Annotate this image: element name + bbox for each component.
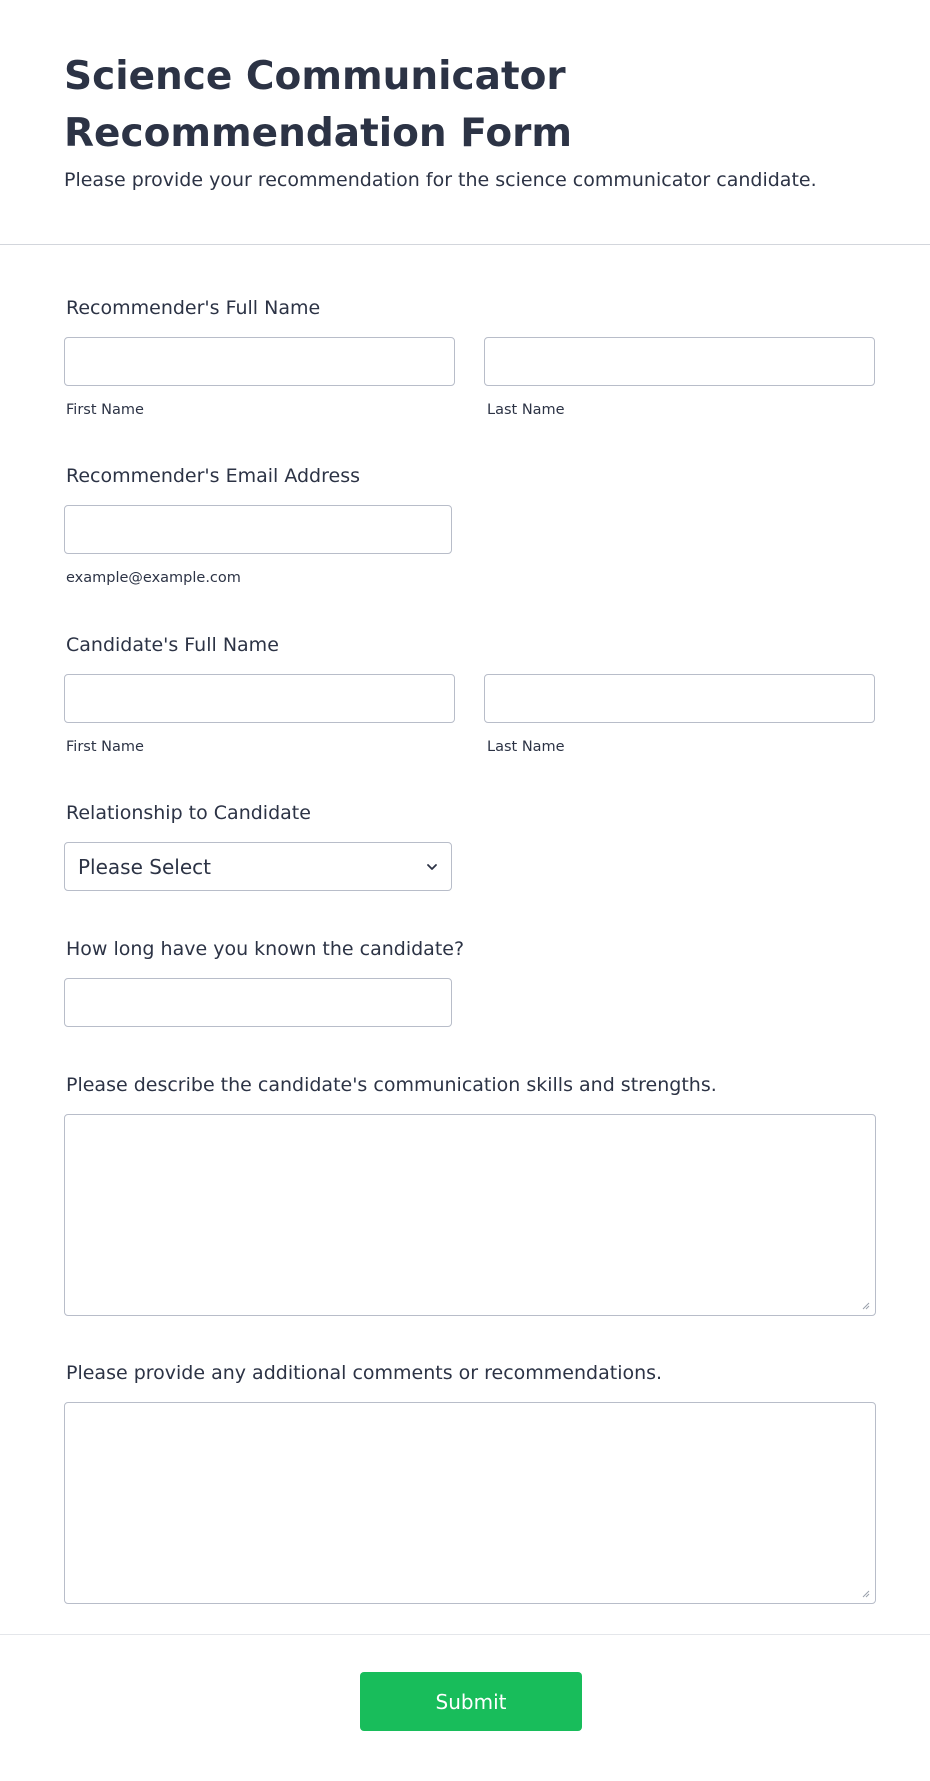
resize-grip-icon[interactable] bbox=[860, 1588, 870, 1598]
communication-skills-label: Please describe the candidate's communication skills and strengths. bbox=[66, 1074, 717, 1096]
communication-skills-textarea[interactable] bbox=[64, 1114, 876, 1316]
submit-button[interactable]: Submit bbox=[360, 1672, 582, 1731]
known-duration-label: How long have you known the candidate? bbox=[66, 938, 465, 960]
relationship-label: Relationship to Candidate bbox=[66, 802, 311, 824]
resize-grip-icon[interactable] bbox=[860, 1300, 870, 1310]
relationship-selected-value: Please Select bbox=[78, 855, 211, 879]
form-header bbox=[0, 0, 930, 245]
candidate-first-name-sublabel: First Name bbox=[66, 739, 144, 755]
recommender-email-sublabel: example@example.com bbox=[66, 570, 241, 586]
chevron-down-icon bbox=[425, 860, 439, 874]
known-duration-input[interactable] bbox=[64, 978, 452, 1027]
recommender-first-name-sublabel: First Name bbox=[66, 402, 144, 418]
form-subtitle: Please provide your recommendation for the science communicator candidate. bbox=[64, 169, 817, 191]
recommender-last-name-input[interactable] bbox=[484, 337, 875, 386]
form-title: Science Communicator Recommendation Form bbox=[64, 54, 572, 156]
recommender-name-label: Recommender's Full Name bbox=[66, 297, 321, 319]
footer-divider bbox=[0, 1634, 930, 1635]
candidate-last-name-input[interactable] bbox=[484, 674, 875, 723]
candidate-first-name-input[interactable] bbox=[64, 674, 455, 723]
additional-comments-textarea[interactable] bbox=[64, 1402, 876, 1604]
recommender-email-input[interactable] bbox=[64, 505, 452, 554]
candidate-last-name-sublabel: Last Name bbox=[487, 739, 565, 755]
relationship-select[interactable] bbox=[64, 842, 452, 891]
recommender-email-label: Recommender's Email Address bbox=[66, 465, 360, 487]
candidate-name-label: Candidate's Full Name bbox=[66, 634, 279, 656]
recommender-last-name-sublabel: Last Name bbox=[487, 402, 565, 418]
recommender-first-name-input[interactable] bbox=[64, 337, 455, 386]
additional-comments-label: Please provide any additional comments or recommendations. bbox=[66, 1362, 663, 1384]
